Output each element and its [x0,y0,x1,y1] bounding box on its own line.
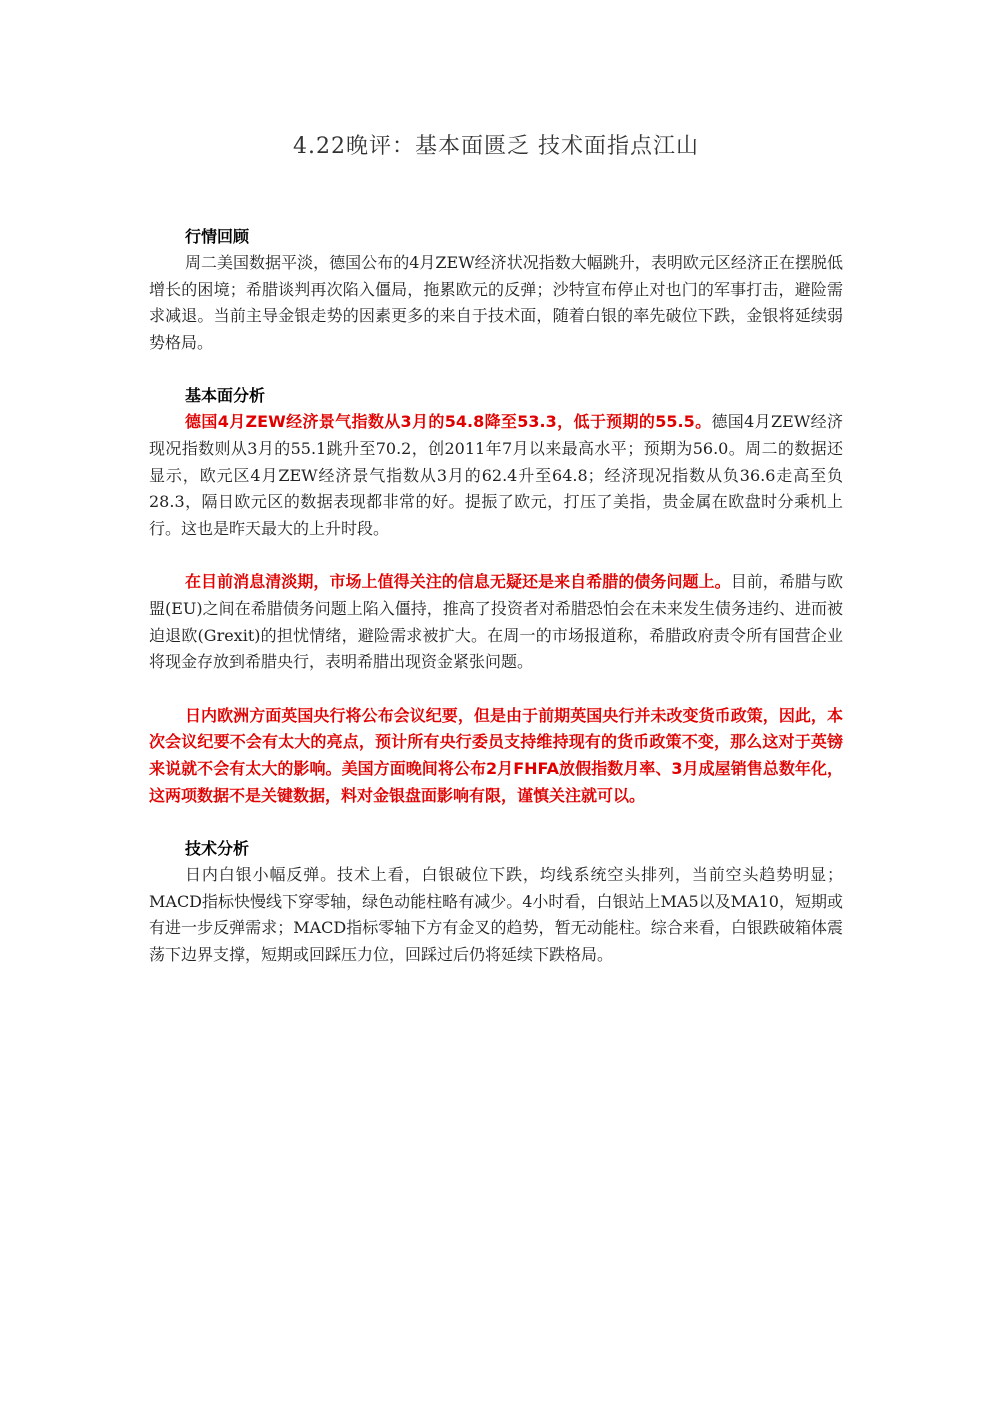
fundamental-paragraph-3 [149,703,843,809]
review-paragraph: 周二美国数据平淡，德国公布的4月ZEW经济状况指数大幅跳升，表明欧元区经济正在摆脱低增长的困境；希腊谈判再次陷入僵局，拖累欧元的反弹；沙特宣布停止对也门的军事打击，避险需求减退。当前主导金银走势的因素更多的来自于技术面，随着白银的率先破位下跌，金银将延续弱势格局。 [149,253,843,352]
body-text: 德国4月ZEW经济现况指数则从3月的55.1跳升至70.2，创2011年7月以来最高水平；预期为56.0。周二的数据还显示，欧元区4月ZEW经济景气指数从3月的62.4升至64.8；经济现况指数从负36.6走高至负28.3，隔日欧元区的数据表现都非常的好。提振了欧元，打压了美指，贵金属在欧盘时分乘机上行。这也是昨天最大的上升时段。 [149,412,843,538]
section-technical-analysis [149,836,843,968]
highlight-text: 在目前消息清淡期，市场上值得关注的信息无疑还是来自希腊的债务问题上。 [185,572,731,592]
document-body [149,224,843,968]
section-market-review [149,224,843,356]
section-heading-technical: 技术分析 [185,839,250,859]
section-fundamental-analysis [149,383,843,809]
highlight-text: 日内欧洲方面英国央行将公布会议纪要，但是由于前期英国央行并未改变货币政策，因此，本次会议纪要不会有太大的亮点，预计所有央行委员支持维持现有的货币政策不变，那么这对于英镑来说就不会有太大的影响。美国方面晚间将公布2月FHFA放假指数月率、3月成屋销售总数年化，这两项数据不是关键数据，料对金银盘面影响有限，谨慎关注就可以。 [149,705,843,805]
spacer [149,809,843,836]
section-heading-review: 行情回顾 [185,227,250,246]
highlight-text: 德国4月ZEW经济景气指数从3月的54.8降至53.3，低于预期的55.5。 [185,412,712,432]
spacer [149,676,843,703]
page-title: 4.22晚评：基本面匮乏 技术面指点江山 [293,134,699,159]
spacer [149,356,843,383]
fundamental-paragraph-2 [149,569,843,675]
technical-paragraph: 日内白银小幅反弹。技术上看，白银破位下跌，均线系统空头排列，当前空头趋势明显；MACD指标快慢线下穿零轴，绿色动能柱略有减少。4小时看，白银站上MA5以及MA10，短期或有进一步反弹需求；MACD指标零轴下方有金叉的趋势，暂无动能柱。综合来看，白银跌破箱体震荡下边界支撑，短期或回踩压力位，回踩过后仍将延续下跌格局。 [149,865,843,964]
spacer [149,542,843,569]
section-heading-fundamental: 基本面分析 [185,386,266,406]
fundamental-paragraph-1 [149,409,843,542]
body-text: 目前，希腊与欧盟(EU)之间在希腊债务问题上陷入僵持，推高了投资者对希腊恐怕会在未来发生债务违约、进而被迫退欧(Grexit)的担忧情绪，避险需求被扩大。在周一的市场报道称，希腊政府责令所有国营企业将现金存放到希腊央行，表明希腊出现资金紧张问题。 [149,572,843,672]
